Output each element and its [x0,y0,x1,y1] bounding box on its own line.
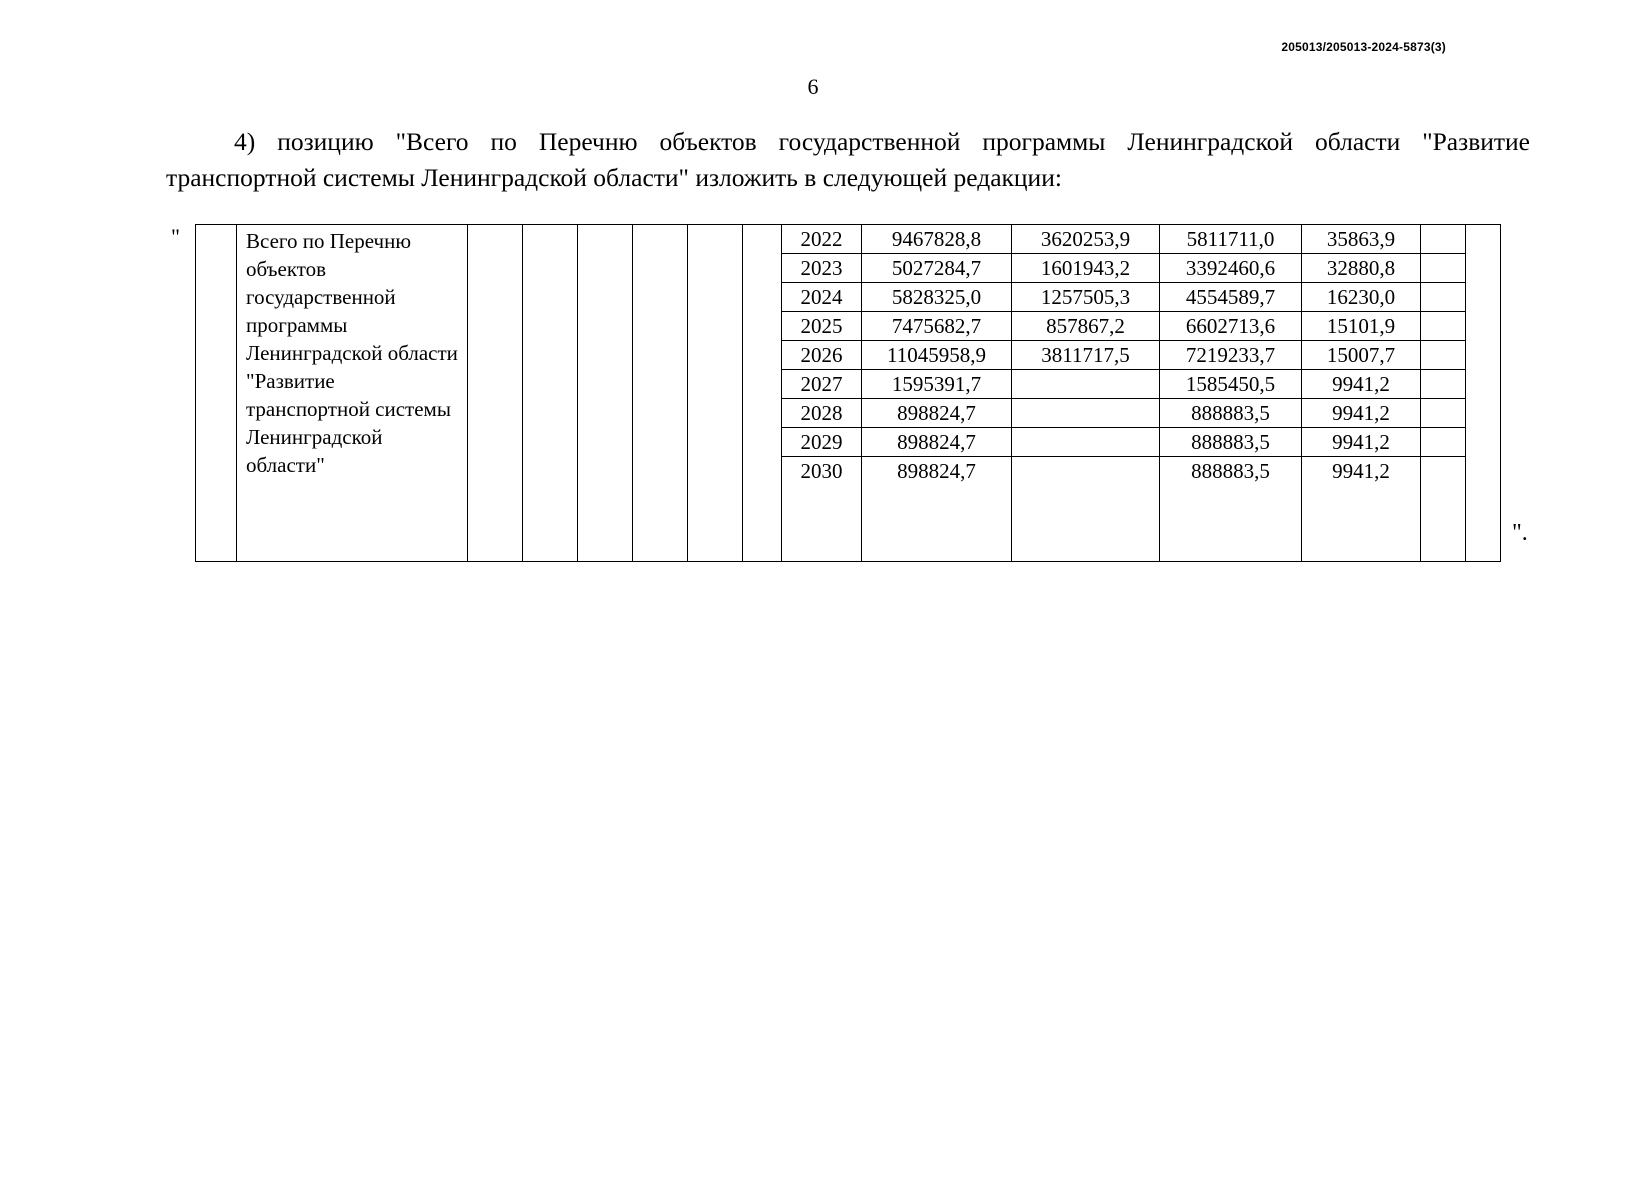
empty-cell [688,225,743,562]
total-cell: 898824,7 [862,399,1012,428]
total-cell: 5027284,7 [862,254,1012,283]
funding-cell-3: 6602713,6 [1160,312,1302,341]
year-cell: 2024 [782,283,862,312]
funding-cell-3: 888883,5 [1160,428,1302,457]
funding-cell-3: 7219233,7 [1160,341,1302,370]
funding-cell-3: 1585450,5 [1160,370,1302,399]
funding-cell-2: 1257505,3 [1012,283,1160,312]
empty-cell [1421,283,1466,312]
year-cell: 2022 [782,225,862,254]
total-cell: 11045958,9 [862,341,1012,370]
program-name-cell: Всего по Перечню объектов государственной программы Ленинградской области "Развитие транспортной системы Ленинградской области" [237,225,468,562]
table-row [196,225,1501,254]
total-cell: 898824,7 [862,428,1012,457]
funding-cell-2: 1601943,2 [1012,254,1160,283]
empty-cell [1421,254,1466,283]
amendment-paragraph: 4) позицию "Всего по Перечню объектов государственной программы Ленинградской области "Развитие транспортной системы Ленинградской области" изложить в следующей редакции: [166,127,1530,192]
funding-cell-3: 3392460,6 [1160,254,1302,283]
funding-cell-4: 32880,8 [1302,254,1421,283]
empty-cell [743,225,782,562]
total-cell: 9467828,8 [862,225,1012,254]
empty-cell [1421,312,1466,341]
row-number-cell-empty [196,225,237,562]
funding-cell-4: 15101,9 [1302,312,1421,341]
empty-cell [1421,399,1466,428]
funding-cell-2 [1012,457,1160,562]
funding-cell-4: 9941,2 [1302,457,1421,562]
empty-cell [523,225,578,562]
funding-cell-3: 888883,5 [1160,399,1302,428]
funding-cell-3: 5811711,0 [1160,225,1302,254]
year-cell: 2026 [782,341,862,370]
funding-cell-2: 3620253,9 [1012,225,1160,254]
funding-cell-3: 888883,5 [1160,457,1302,562]
funding-cell-2 [1012,428,1160,457]
total-cell: 898824,7 [862,457,1012,562]
empty-cell [1421,341,1466,370]
year-cell: 2025 [782,312,862,341]
empty-cell [578,225,633,562]
funding-cell-4: 16230,0 [1302,283,1421,312]
funding-cell-3: 4554589,7 [1160,283,1302,312]
page-number: 6 [807,74,819,99]
empty-cell [633,225,688,562]
funding-cell-2 [1012,370,1160,399]
year-cell: 2028 [782,399,862,428]
total-cell: 5828325,0 [862,283,1012,312]
year-cell: 2027 [782,370,862,399]
year-cell: 2030 [782,457,862,562]
empty-cell [1421,225,1466,254]
funding-cell-4: 9941,2 [1302,370,1421,399]
total-cell: 7475682,7 [862,312,1012,341]
empty-cell [1421,370,1466,399]
empty-cell [1421,457,1466,562]
funding-cell-4: 9941,2 [1302,399,1421,428]
funding-cell-4: 9941,2 [1302,428,1421,457]
funding-cell-2: 3811717,5 [1012,341,1160,370]
funding-cell-4: 35863,9 [1302,225,1421,254]
empty-cell [1421,428,1466,457]
opening-quote-mark: " [171,224,180,249]
empty-cell [468,225,523,562]
empty-cell [1466,225,1501,562]
program-totals-table [195,224,1501,562]
funding-cell-4: 15007,7 [1302,341,1421,370]
total-cell: 1595391,7 [862,370,1012,399]
table-body [196,225,1501,562]
year-cell: 2029 [782,428,862,457]
year-cell: 2023 [782,254,862,283]
funding-cell-2: 857867,2 [1012,312,1160,341]
closing-quote-mark: ". [1512,520,1528,546]
document-id: 205013/205013-2024-5873(3) [1281,40,1446,54]
funding-cell-2 [1012,399,1160,428]
